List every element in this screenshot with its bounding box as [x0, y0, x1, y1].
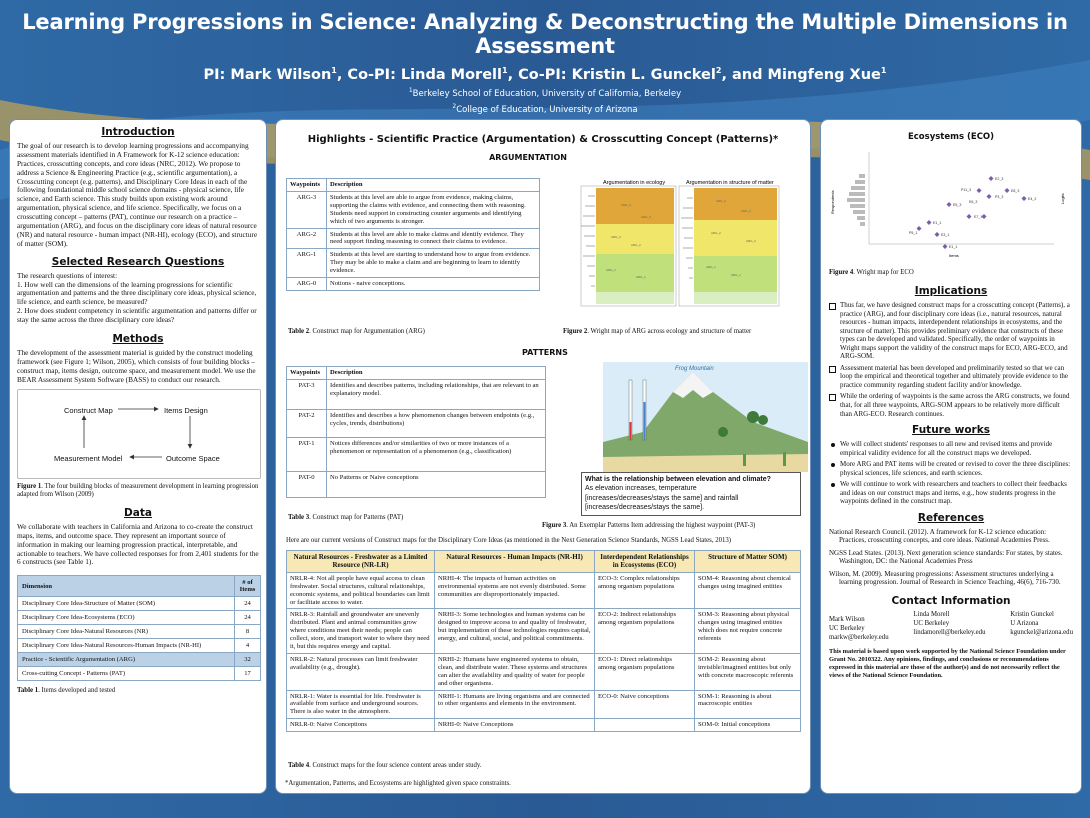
- svg-text:ARG_1: ARG_1: [731, 273, 741, 277]
- svg-text:P3_3: P3_3: [995, 195, 1004, 199]
- methods-text: The development of the assessment material is guided by the construct modeling framework (see Figure 1; Wilson, 2005), which consists of four building blocks – construct map, items design, outcome space, and measurement model. We use the BEAR Assessment System Software (BASS) to conduct our research.: [17, 348, 256, 384]
- building-blocks-diagram: [17, 389, 261, 479]
- data-heading: Data: [124, 506, 152, 519]
- question-2: 2. How does student competency in scientific argumentation and patterns differ or stay the same across the three disciplinary core ideas?: [17, 306, 257, 325]
- contact-grid: [829, 611, 1073, 642]
- patterns-question-box: [581, 472, 801, 516]
- reference-3: Wilson, M. (2009). Measuring progressions: Assessment structures underlying a learning progression. Journal of Research in Science Teaching, 46(6), 716-730.: [829, 569, 1061, 587]
- funding-statement: This material is based upon work supported by the National Science Foundation under Grant No. 2010322. Any opinions, findings, and conclusions or recommendations expressed in this material are those of the author(s) and do not necessarily reflect the views of the National Science Foundation.: [829, 648, 1066, 679]
- svg-text:ARG_2: ARG_2: [746, 239, 756, 243]
- svg-text:E8_3: E8_3: [1011, 189, 1020, 193]
- svg-text:ARG_1: ARG_1: [636, 275, 646, 279]
- svg-text:Respondents: Respondents: [830, 190, 835, 214]
- block-measurement-model: Measurement Model: [54, 453, 123, 463]
- questions-heading: Selected Research Questions: [51, 255, 225, 268]
- references-heading: References: [917, 511, 985, 524]
- svg-text:Items: Items: [949, 253, 959, 258]
- svg-text:Argumentation in structure of: Argumentation in structure of matter: [686, 180, 774, 186]
- svg-text:ARG_2: ARG_2: [631, 243, 641, 247]
- eco-wright-map: [829, 144, 1073, 262]
- patterns-title: PATTERNS: [522, 348, 568, 357]
- svg-text:E3_1: E3_1: [941, 233, 950, 237]
- methods-heading: Methods: [112, 333, 164, 346]
- arg-construct-map: Waypoints Description ARG-3 Students at this level are able to argue from evidence, making claims, supporting the claims with evidence, and connecting them with reasoning. Students need support in constructing counter arguments and identifying which of two arguments is stronger. ARG-2 Students at this level are able to make claims and identify evidence. They need support finding reasoning to connect their claims to evidence. ARG-1 Students at this level are starting to understand how to argue from evidence. They may be able to make a claim and are beginning to learn to identify evidence. ARG-0 Notions - naive conceptions.: [286, 178, 540, 291]
- highlights-heading: Highlights - Scientific Practice (Argumentation) & Crosscutting Concept (Patterns)*: [307, 134, 779, 145]
- svg-text:E6_3: E6_3: [969, 200, 978, 204]
- middle-column-panel: [275, 119, 811, 794]
- svg-text:ARG_3: ARG_3: [641, 215, 651, 219]
- right-column-panel: [820, 119, 1082, 794]
- poster-header: [0, 0, 1090, 115]
- dci-construct-maps: Natural Resources - Freshwater as a Limited Resource (NR-LR) Natural Resources - Human Impacts (NR-HI) Interdependent Relationships in Ecosystems (ECO) Structure of Matter SOM) NRLR-4: Not all people have equal access to clean freshwater. Social structures, cultural relationships, economic systems, and political boundaries can limit or facilitate access to water. NRHI-4: The impacts of human activities on environmental systems are not evenly distributed. Some communities are disproportionately impacted. ECO-3: Complex relationships among organism populations SOM-4: Reasoning about chemical changes using imagined entities NRLR-3: Rainfall and groundwater are unevenly distributed. Plant and animal communities grow where conditions meet their needs; people can collect, store, and transport water to where they need it, but this requires energy and capital. NRHI-3: Some technologies and human systems can be designed to improve access to and quality of freshwater, but implementation of these technologies requires capital, energy, and cultural, social, and political commitments. ECO-2: Indirect relationships among organism populations SOM-3: Reasoning about physical changes using imagined entities which does not require concrete referents NRLR-2: Natural processes can limit freshwater availability (e.g., drought). NRHI-2: Humans have engineered systems to obtain, clean, and distribute water. These systems and structures can alter the availability and quality of water for people and other organisms. ECO-1: Direct relationships among organism populations SOM-2: Reasoning about invisible/imagined entities but only with concrete macroscopic referents NRLR-1: Water is essential for life. Freshwater is available from surface and underground sources. There is also water in the atmosphere. NRHI-1: Humans are living organisms and are connected to other organisms and elements in the environment. ECO-0: Naive conceptions SOM-1: Reasoning is about macroscopic entities NRLR-0: Naive Conceptions NRHI-0: Naive Conceptions SOM-0: Initial conceptions: [286, 550, 801, 732]
- table-3-caption: Table 3. Construct map for Patterns (PAT): [288, 514, 404, 521]
- block-items-design: Items Design: [164, 405, 208, 415]
- figure-2-caption: Figure 2. Wright map of ARG across ecology and structure of matter: [563, 328, 752, 335]
- table-2-caption: Table 2. Construct map for Argumentation (ARG): [288, 328, 425, 335]
- svg-text:ARG_3: ARG_3: [621, 203, 631, 207]
- contact-wilson: Mark Wilson UC Berkeley markw@berkeley.edu: [829, 615, 889, 641]
- implications-heading: Implications: [914, 285, 988, 298]
- figure-1-caption: Figure 1. The four building blocks of measurement development in learning progression adapted from Wilson (2009): [17, 482, 259, 498]
- questions-intro: The research questions of interest:: [17, 270, 118, 280]
- poster-authors: PI: Mark Wilson$^1$, Co-PI: Linda Morell$^1$, Co-PI: Kristin L. Gunckel$^2$, and Mingfeng Xue$^1$: [203, 66, 887, 83]
- future-works-list: We will collect students' responses to all new and revised items and provide empirical validity evidence for all the construct maps we developed. More ARG and PAT items will be created or revised to cover the three disciplines: physical sciences, life sciences, and earth sciences. We will continue to work with researchers and teachers to collect their feedbacks and ideas on our construct maps and items, e.g., how students progress in the waypoints defined in the construct map.: [829, 440, 1073, 506]
- svg-text:ARG_2: ARG_2: [711, 231, 721, 235]
- items-table: Dimension # of Items Disciplinary Core Idea-Structure of Matter (SOM) 24 Disciplinary Core Idea-Ecosystems (ECO) 24 Disciplinary Core Idea-Natural Resources (NR) 8 Disciplinary Core Idea-Natural Resources-Human Impacts (NR-HI) 4 Practice - Scientific Argumentation (ARG) 32 Cross-cutting Concept - Patterns (PAT) 17: [17, 575, 261, 681]
- argumentation-title: ARGUMENTATION: [489, 153, 567, 162]
- contact-heading: Contact Information: [891, 594, 1011, 607]
- answer-line-1: As elevation increases, temperature: [585, 485, 697, 493]
- block-construct-map: Construct Map: [64, 405, 113, 415]
- highlight-footnote: *Argumentation, Patterns, and Ecosystems are highlighted given space constraints.: [285, 780, 511, 787]
- reference-2: NGSS Lead States. (2013). Next generation science standards: For states, by states. Washington, DC: the National Academies Press: [829, 548, 1063, 566]
- answer-line-2: [increases/decreases/stays the same] and rainfall: [585, 494, 739, 502]
- cycle-arrows: [18, 390, 262, 480]
- poster-title: Learning Progressions in Science: Analyzing & Deconstructing the Multiple Dimensions in Assessment: [22, 10, 1068, 58]
- left-column-panel: [9, 119, 267, 794]
- svg-text:E7_1: E7_1: [974, 215, 983, 219]
- frog-mountain-illustration: [603, 362, 808, 472]
- question-1: 1. How well can the dimensions of the learning progressions for scientific argumentation and patterns and the three disciplinary core ideas, physical science, life science, and earth science, be measured?: [17, 279, 257, 307]
- svg-text:P11_3: P11_3: [961, 188, 972, 192]
- svg-text:ARG_3: ARG_3: [741, 209, 751, 213]
- table-1-caption: Table 1. Items developed and tested: [17, 687, 116, 695]
- block-outcome-space: Outcome Space: [166, 453, 220, 463]
- svg-text:Frog Mountain: Frog Mountain: [675, 366, 714, 372]
- contact-gunckel: Kristin Gunckel U Arizona kgunckel@arizona.edu: [1010, 610, 1073, 636]
- arg-wright-map: [561, 176, 793, 326]
- svg-text:E1_1: E1_1: [949, 245, 958, 249]
- contact-morell: Linda Morell UC Berkeley lindamorell@berkeley.edu: [913, 610, 986, 636]
- svg-text:ARG_1: ARG_1: [606, 268, 616, 272]
- figure-3-caption: Figure 3. An Exemplar Patterns Item addressing the highest waypoint (PAT-3): [542, 522, 756, 529]
- affiliation-2: $^2$College of Education, University of Arizona: [452, 102, 638, 115]
- answer-line-3: [increases/decreases/stays the same].: [585, 504, 705, 512]
- svg-text:Logits: Logits: [1060, 193, 1065, 204]
- future-works-heading: Future works: [912, 424, 990, 437]
- svg-text:E1_1: E1_1: [933, 221, 942, 225]
- reference-1: National Research Council. (2012). A framework for K-12 science education: Practices, crosscutting concepts, and core ideas. National Academies Press.: [829, 527, 1050, 545]
- svg-text:ARG_3: ARG_3: [716, 199, 726, 203]
- data-text: We collaborate with teachers in California and Arizona to co-create the construct maps, items, and outcome space. They represent an important source of information in making our learning progression practical, interpretable, and actionable to teachers. We have collected responses for from 2,401 students for the 6 constructs (see Table 1).: [17, 521, 259, 567]
- implications-list: Thus far, we have designed construct maps for a crosscutting concept (Patterns), a practice (ARG), and four disciplinary core ideas (i.e., natural resources, natural resources - human impacts, interdependent relationships in ecosystems, and the structure of matter). This provides preliminary evidence that constructs of these types can be developed and validated. Specifically, the order of waypoints in Wright maps support the validity of the construct maps for ECO, ARG-ECO, and ARG-SOM. Assessment material has been developed and preliminarily tested so that we can loop the empirical and theoretical together and ultimately provide evidence to the practice community regarding student facility and/or knowledge. While the ordering of waypoints is the same across the ARG constructs, we found that, for all three waypoints, ARG-SOM appears to be relatively more difficult than ARG-ECO. Research continues.: [829, 301, 1073, 418]
- figure-4-caption: Figure 4. Wright map for ECO: [829, 269, 914, 276]
- pat-construct-map: Waypoints Description PAT-3 Identifies and describes patterns, including relationships, that are relevant to an explanatory model. PAT-2 Identifies and describes a how phenomenon changes between endpoints (e.g., cycles, trends, distributions) PAT-1 Notices differences and/or similarities of two or more instances of a phenomenon or representation of a phenomenon (e.g., classification) PAT-0 No Patterns or Naive conceptions: [286, 366, 546, 498]
- svg-text:P5_1: P5_1: [909, 231, 918, 235]
- eco-title: Ecosystems (ECO): [907, 132, 995, 142]
- svg-text:E2_3: E2_3: [995, 177, 1004, 181]
- patterns-question: What is the relationship between elevation and climate?: [585, 476, 771, 483]
- svg-text:E5_3: E5_3: [953, 203, 962, 207]
- intro-text: The goal of our research is to develop learning progressions and accompanying assessment materials identified in A Framework for K-12 science education: Practices, crosscutting concepts, and core ideas (NRC, 2012). We propose to address a Science & Engineering Practice (e.g., scientific argumentation), a Crosscutting concept (e.g. patterns), and Disciplinary Core Ideas in each of the following foundational middle school science domains - physical science, life science, and Earth science. This study builds upon existing work around argumentation, physical science, and life science. Specifically, we focus on a crosscutting concept – patterns (PAT), continue our research on a practice – argumentation (ARG), and focus on the disciplinary core ideas of natural resource (NR) and natural resource - human impact (NR-HI), ecology (ECO), and structure of matter (SOM).: [17, 141, 258, 248]
- table-4-caption: Table 4. Construct maps for the four science content areas under study.: [288, 762, 482, 769]
- svg-text:E4_2: E4_2: [1028, 197, 1037, 201]
- svg-text:ARG_2: ARG_2: [611, 235, 621, 239]
- svg-text:ARG_1: ARG_1: [706, 265, 716, 269]
- intro-heading: Introduction: [101, 126, 175, 138]
- dci-intro: Here are our current versions of Construct maps for the Disciplinary Core Ideas (as mentioned in the Next Generation Science Standards, NGSS Lead States, 2013): [286, 537, 732, 544]
- svg-text:Argumentation in ecology: Argumentation in ecology: [603, 180, 666, 186]
- affiliation-1: $^1$Berkeley School of Education, University of California, Berkeley: [408, 86, 682, 99]
